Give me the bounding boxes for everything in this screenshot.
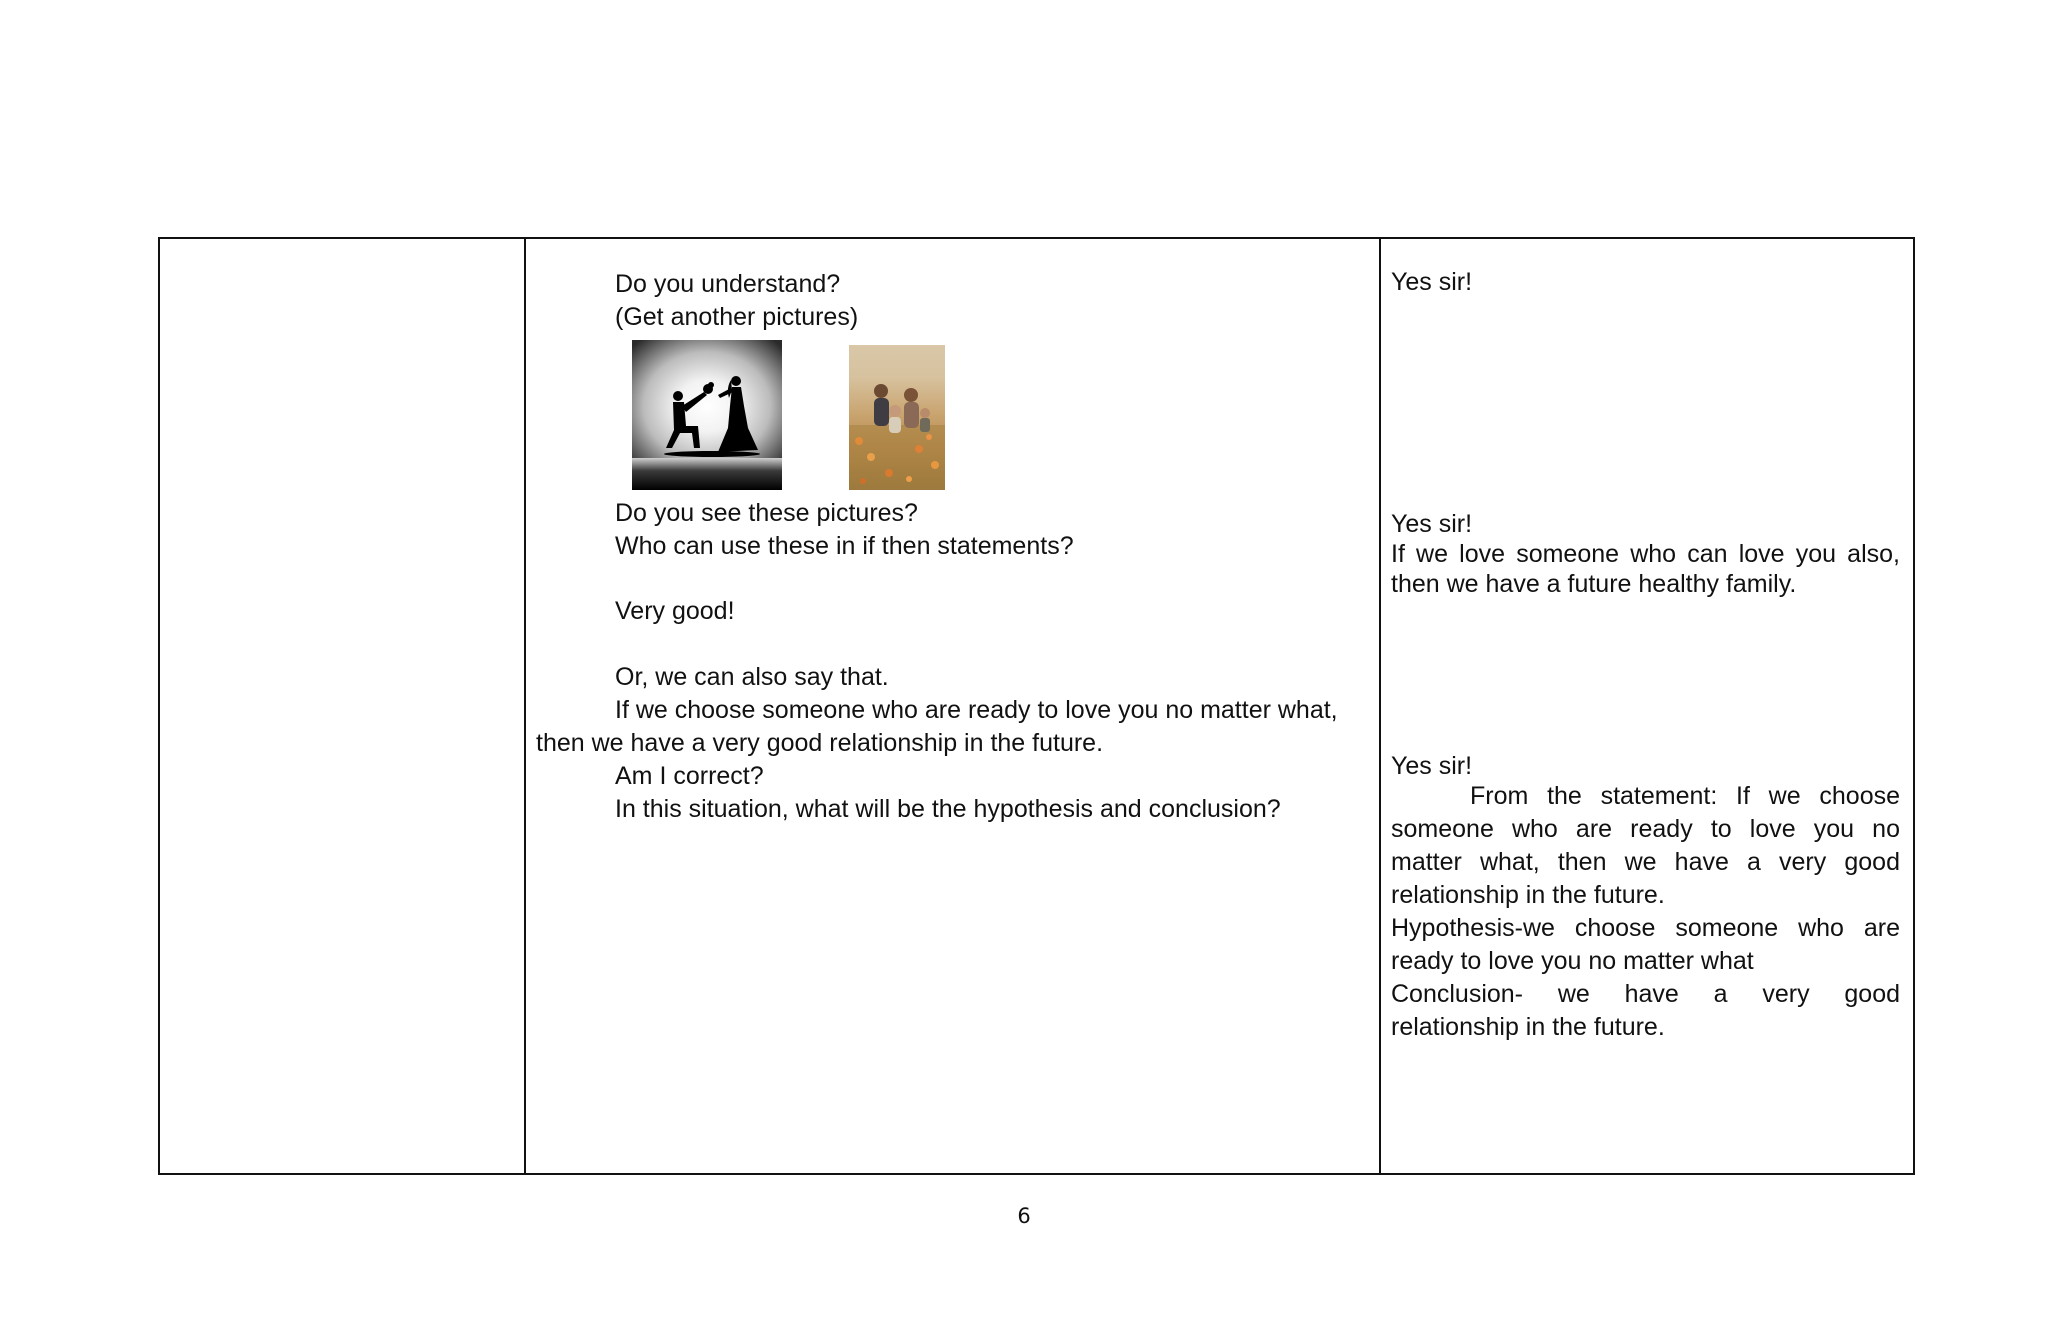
student-answer-hypothesis-line-2: ready to love you no matter what <box>1391 947 1754 975</box>
student-answer-statement-line-4: relationship in the future. <box>1391 881 1665 909</box>
teacher-line-very-good: Very good! <box>615 597 735 625</box>
teacher-line-hypothesis-question: In this situation, what will be the hypothesis and conclusion? <box>615 795 1281 823</box>
student-answer-love-line-1: If we love someone who can love you also, <box>1391 540 1900 568</box>
silhouette-drawing <box>632 340 782 490</box>
teacher-line-who-can-use: Who can use these in if then statements? <box>615 532 1074 560</box>
teacher-line-then-relationship: then we have a very good relationship in the future. <box>536 729 1104 757</box>
page-number: 6 <box>1017 1204 1031 1228</box>
teacher-line-understand: Do you understand? <box>615 270 841 298</box>
student-answer-yes-2: Yes sir! <box>1391 510 1473 538</box>
student-answer-statement-line-1: From the statement: If we choose <box>1470 782 1900 810</box>
family-photo-image <box>849 345 945 490</box>
teacher-line-am-i-correct: Am I correct? <box>615 762 764 790</box>
column-divider-2 <box>1379 239 1381 1173</box>
student-answer-conclusion-line-1: Conclusion- we have a very good <box>1391 980 1900 1008</box>
teacher-line-see-pictures: Do you see these pictures? <box>615 499 918 527</box>
student-answer-conclusion-line-2: relationship in the future. <box>1391 1013 1665 1041</box>
student-answer-statement-line-3: matter what, then we have a very good <box>1391 848 1900 876</box>
student-answer-hypothesis-line-1: Hypothesis-we choose someone who are <box>1391 914 1900 942</box>
teacher-line-also-say: Or, we can also say that. <box>615 663 889 691</box>
teacher-line-get-pictures: (Get another pictures) <box>615 303 859 331</box>
family-drawing <box>849 345 945 490</box>
student-answer-statement-line-2: someone who are ready to love you no <box>1391 815 1900 843</box>
student-answer-love-line-2: then we have a future healthy family. <box>1391 570 1797 598</box>
student-answer-yes-3: Yes sir! <box>1391 752 1473 780</box>
proposal-silhouette-image <box>632 340 782 490</box>
student-answer-yes-1: Yes sir! <box>1391 268 1473 296</box>
column-divider-1 <box>524 239 526 1173</box>
teacher-line-if-we-choose: If we choose someone who are ready to love you no matter what, <box>615 696 1338 724</box>
